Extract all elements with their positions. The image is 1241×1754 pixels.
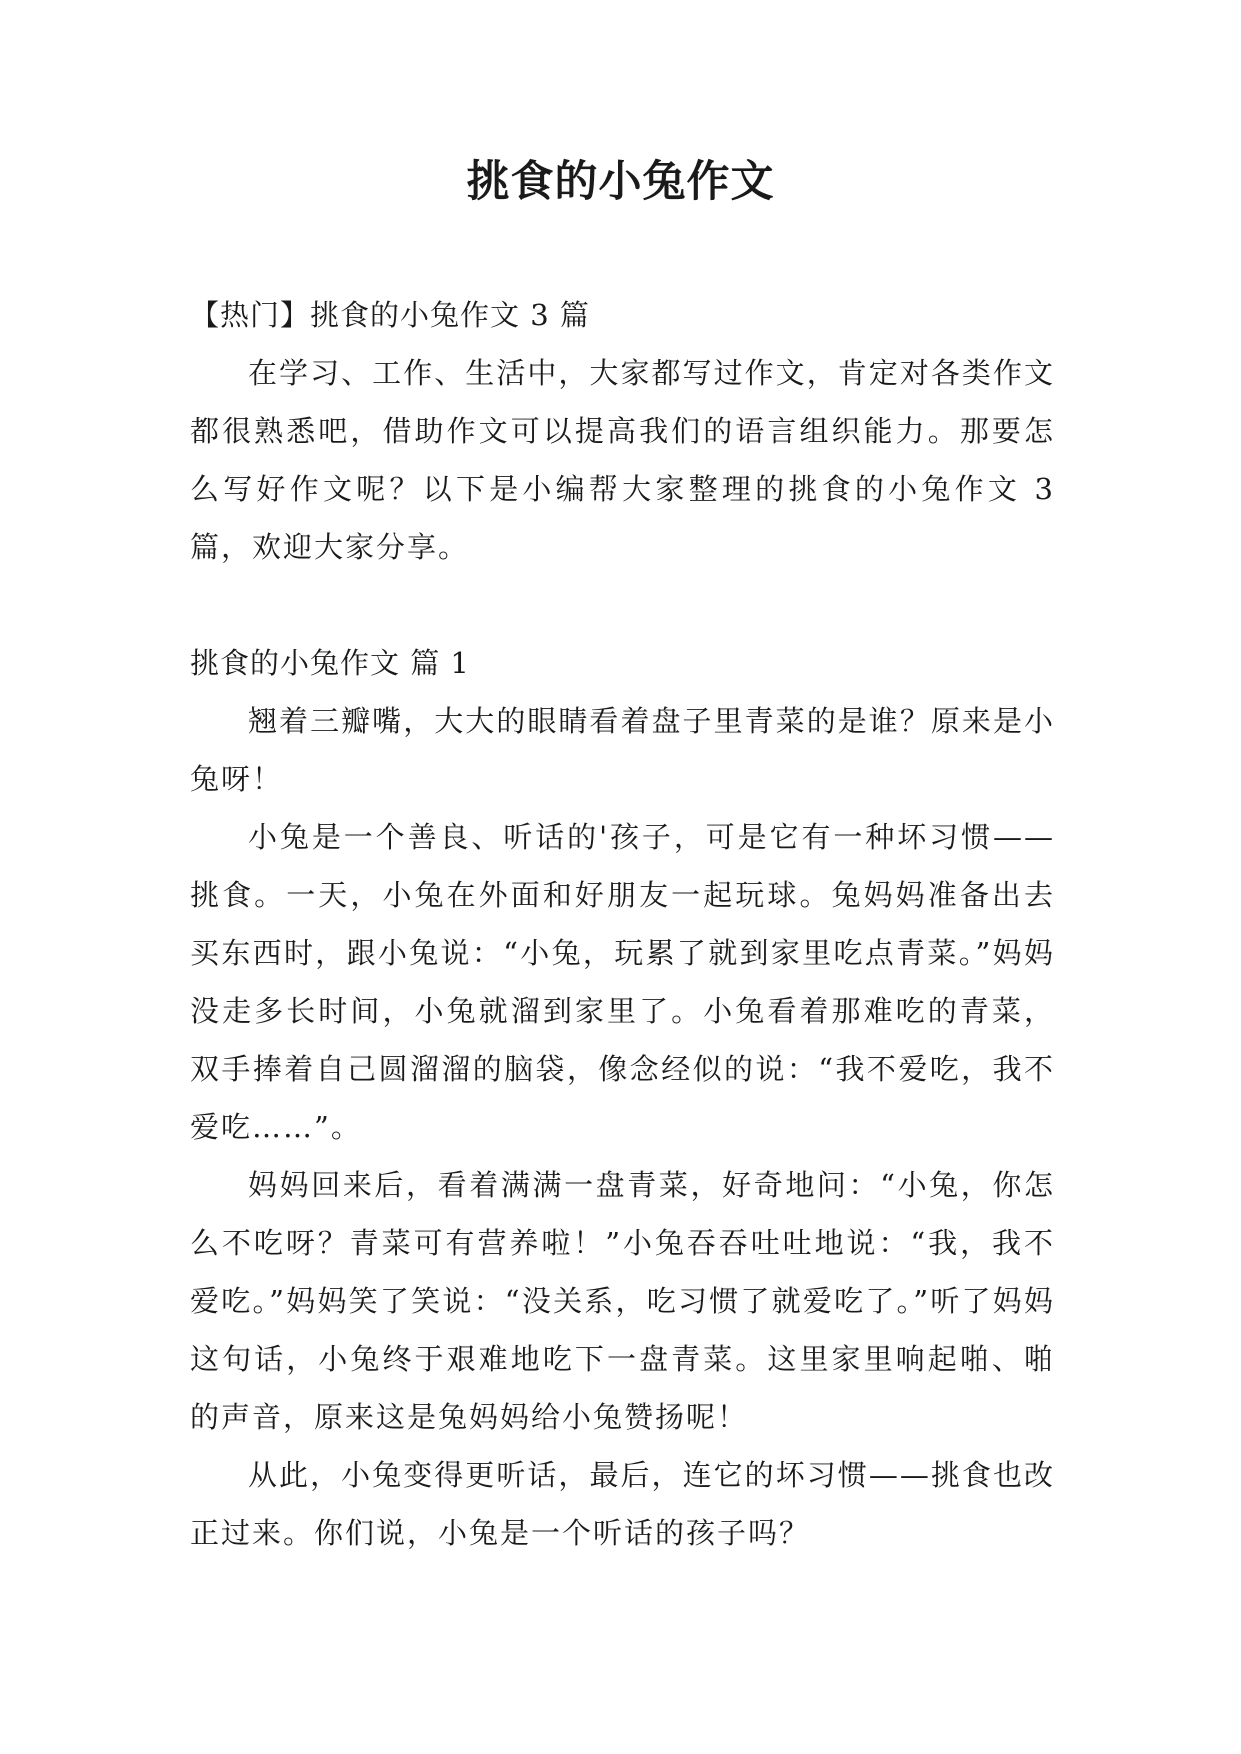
body-paragraph-4: 从此，小兔变得更听话，最后，连它的坏习惯——挑食也改正过来。你们说，小兔是一个听话的孩子吗？ xyxy=(190,1458,1055,1550)
document-body xyxy=(190,286,1055,1562)
body-paragraph-1: 翘着三瓣嘴，大大的眼睛看着盘子里青菜的是谁？原来是小兔呀！ xyxy=(190,704,1055,796)
body-paragraph-2: 小兔是一个善良、听话的'孩子，可是它有一种坏习惯——挑食。一天，小兔在外面和好朋友一起玩球。兔妈妈准备出去买东西时，跟小兔说：“小兔，玩累了就到家里吃点青菜。”妈妈没走多长时间，小兔就溜到家里了。小兔看着那难吃的青菜，双手捧着自己圆溜溜的脑袋，像念经似的说：“我不爱吃，我不爱吃……”。 xyxy=(190,820,1055,1144)
section-heading: 挑食的小兔作文 篇 1 xyxy=(190,646,470,680)
lead-line: 【热门】挑食的小兔作文 3 篇 xyxy=(190,298,590,332)
intro-paragraph: 在学习、工作、生活中，大家都写过作文，肯定对各类作文都很熟悉吧，借助作文可以提高我们的语言组织能力。那要怎么写好作文呢？以下是小编帮大家整理的挑食的小兔作文 3 篇，欢迎大家分享。 xyxy=(190,356,1055,564)
document-title: 挑食的小兔作文 xyxy=(466,157,775,207)
body-paragraph-3: 妈妈回来后，看着满满一盘青菜，好奇地问：“小兔，你怎么不吃呀？青菜可有营养啦！”小兔吞吞吐吐地说：“我，我不爱吃。”妈妈笑了笑说：“没关系，吃习惯了就爱吃了。”听了妈妈这句话，小兔终于艰难地吃下一盘青菜。这里家里响起啪、啪的声音，原来这是兔妈妈给小兔赞扬呢！ xyxy=(190,1168,1055,1434)
